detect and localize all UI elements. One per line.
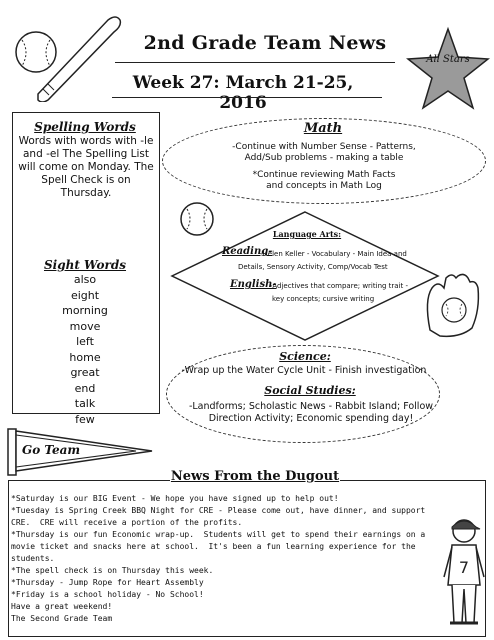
language-arts-heading: Language Arts: [272,229,342,239]
baseball-bat-icon [8,12,123,102]
sight-word: eight [70,288,100,302]
title-underline [115,62,395,63]
math-line: Add/Sub problems - making a table [244,153,404,163]
newsletter-title: 2nd Grade Team News [143,32,387,54]
math-line: -Continue with Number Sense - Patterns, [232,142,416,152]
reading-line: -Helen Keller - Vocabulary - Main Idea and [260,250,407,258]
spelling-heading: Spelling Words [34,120,136,134]
sight-word: end [74,381,96,395]
english-line: -Adjectives that compare; writing trait - [270,282,409,290]
math-line: *Continue reviewing Math Facts [252,170,396,180]
english-label: English- [230,279,277,290]
star-text: All Stars [426,54,470,65]
sight-word: also [73,273,97,286]
sight-word: move [69,319,101,333]
science-heading: Science: [279,350,331,363]
sight-word: morning [62,304,108,317]
sight-word: few [75,412,95,426]
dugout-text: *Saturday is our BIG Event - We hope you have signed up to help out! *Tuesday is Spring Creek BBQ Night for CRE - Please come out, have dinner, and support CRE. CRE will receive a portion of the profits. *Thursday is our fun Economic wrap-up. Students will get to spend their earnings on a movie ticket and snacks here at school. It's been a fun learning experience for the students. *The spell check is on Thursday this week. *Thursday - Jump Rope for Heart Assembly *Friday is a school holiday - No School! Have a great weekend! The Second Grade Team [11,494,426,623]
math-heading: Math [303,121,343,136]
social-studies-line: -Landforms; Scholastic News - Rabbit Island; Follow [188,401,434,412]
sight-words-heading: Sight Words [43,258,127,272]
baseball-glove-icon [420,270,486,340]
science-text: -Wrap up the Water Cycle Unit - Finish investigation [181,365,427,376]
math-line: and concepts in Math Log [266,181,382,191]
english-line: key concepts; cursive writing [272,295,375,303]
sight-word: talk [74,397,96,410]
pennant-text: Go Team [22,443,81,457]
social-studies-line: Direction Activity; Economic spending day! [208,413,414,424]
baseball-player-icon [440,515,488,635]
social-studies-heading: Social Studies: [264,384,356,397]
dugout-heading: News From the Dugout [170,469,340,484]
reading-label: Reading- [222,246,273,257]
svg-text:7: 7 [458,558,470,577]
subtitle-underline [112,97,382,98]
sight-word: left [76,335,94,348]
sight-word: great [70,366,100,379]
social-studies-text [180,401,442,425]
star-icon [405,26,491,112]
spelling-text: Words with words with -le and -el The Spelling List will come on Monday. The Spell Check is on Thursday. [18,135,154,199]
sight-words-list [12,272,158,427]
reading-line: Details, Sensory Activity, Comp/Vocab Test [238,263,388,271]
math-content [178,142,470,192]
sight-word: home [69,350,101,364]
newsletter-week: Week 27: March 21-25, 2016 [132,73,354,113]
